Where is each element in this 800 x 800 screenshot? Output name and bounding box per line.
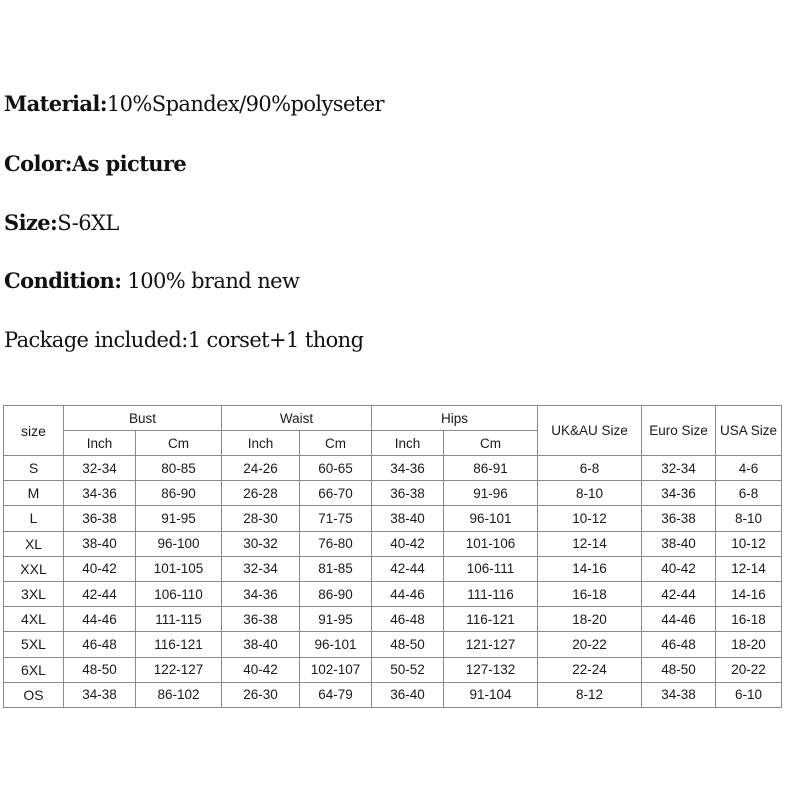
spec-value: 1 corset+1 thong [187, 328, 364, 352]
spec-value: As picture [71, 151, 187, 176]
cell-usa-size: 14-16 [716, 581, 782, 606]
spec-label: Size: [4, 210, 58, 235]
cell-uk-au-size: 12-14 [538, 531, 642, 556]
cell-size: XL [4, 531, 64, 556]
cell-usa-size: 12-14 [716, 556, 782, 581]
table-row [4, 456, 782, 481]
cell-waist-cm: 71-75 [300, 506, 372, 531]
cell-euro-size: 42-44 [642, 581, 716, 606]
cell-waist-cm: 66-70 [300, 481, 372, 506]
cell-usa-size: 18-20 [716, 632, 782, 657]
cell-euro-size: 36-38 [642, 506, 716, 531]
table-row [4, 506, 782, 531]
cell-uk-au-size: 8-12 [538, 682, 642, 707]
cell-waist-inch: 24-26 [222, 456, 300, 481]
cell-usa-size: 6-10 [716, 682, 782, 707]
table-row [4, 481, 782, 506]
spec-value: S-6XL [57, 211, 119, 235]
size-chart-table [3, 405, 782, 708]
cell-bust-inch: 38-40 [64, 531, 136, 556]
cell-usa-size: 8-10 [716, 506, 782, 531]
cell-waist-cm: 96-101 [300, 632, 372, 657]
cell-waist-inch: 34-36 [222, 581, 300, 606]
cell-bust-cm: 96-100 [136, 531, 222, 556]
cell-bust-inch: 40-42 [64, 556, 136, 581]
cell-hips-cm: 111-116 [444, 581, 538, 606]
cell-bust-cm: 101-105 [136, 556, 222, 581]
cell-hips-inch: 46-48 [372, 607, 444, 632]
cell-hips-inch: 42-44 [372, 556, 444, 581]
table-row [4, 657, 782, 682]
cell-hips-inch: 50-52 [372, 657, 444, 682]
cell-waist-cm: 64-79 [300, 682, 372, 707]
cell-hips-cm: 101-106 [444, 531, 538, 556]
cell-hips-cm: 96-101 [444, 506, 538, 531]
cell-usa-size: 10-12 [716, 531, 782, 556]
group-header-waist: Waist [222, 406, 372, 431]
cell-waist-inch: 40-42 [222, 657, 300, 682]
cell-bust-cm: 122-127 [136, 657, 222, 682]
cell-hips-inch: 34-36 [372, 456, 444, 481]
table-row [4, 556, 782, 581]
cell-hips-cm: 106-111 [444, 556, 538, 581]
cell-hips-cm: 127-132 [444, 657, 538, 682]
subheader-hips-cm: Cm [444, 431, 538, 456]
cell-uk-au-size: 10-12 [538, 506, 642, 531]
cell-hips-inch: 44-46 [372, 581, 444, 606]
cell-waist-cm: 76-80 [300, 531, 372, 556]
cell-bust-inch: 32-34 [64, 456, 136, 481]
cell-waist-inch: 38-40 [222, 632, 300, 657]
cell-bust-cm: 111-115 [136, 607, 222, 632]
uk-au-size-header: UK&AU Size [538, 406, 642, 456]
cell-size: 3XL [4, 581, 64, 606]
spec-value: 10%Spandex/90%polyseter [106, 92, 384, 116]
spec-label: Package included: [4, 328, 188, 352]
cell-bust-cm: 86-102 [136, 682, 222, 707]
table-row [4, 607, 782, 632]
cell-bust-inch: 48-50 [64, 657, 136, 682]
subheader-hips-inch: Inch [372, 431, 444, 456]
cell-euro-size: 34-36 [642, 481, 716, 506]
cell-waist-cm: 91-95 [300, 607, 372, 632]
cell-bust-inch: 44-46 [64, 607, 136, 632]
usa-size-header: USA Size [716, 406, 782, 456]
cell-size: M [4, 481, 64, 506]
cell-waist-cm: 81-85 [300, 556, 372, 581]
spec-color [4, 151, 186, 177]
cell-usa-size: 16-18 [716, 607, 782, 632]
cell-bust-cm: 106-110 [136, 581, 222, 606]
euro-size-header: Euro Size [642, 406, 716, 456]
subheader-bust-inch: Inch [64, 431, 136, 456]
cell-waist-cm: 60-65 [300, 456, 372, 481]
cell-uk-au-size: 6-8 [538, 456, 642, 481]
spec-package [4, 327, 363, 353]
cell-uk-au-size: 8-10 [538, 481, 642, 506]
cell-size: L [4, 506, 64, 531]
cell-bust-cm: 80-85 [136, 456, 222, 481]
cell-bust-inch: 36-38 [64, 506, 136, 531]
cell-size: XXL [4, 556, 64, 581]
cell-euro-size: 44-46 [642, 607, 716, 632]
cell-hips-cm: 91-96 [444, 481, 538, 506]
group-header-hips: Hips [372, 406, 538, 431]
table-row [4, 581, 782, 606]
cell-uk-au-size: 18-20 [538, 607, 642, 632]
size-table-body [4, 456, 782, 708]
cell-euro-size: 48-50 [642, 657, 716, 682]
cell-bust-inch: 34-36 [64, 481, 136, 506]
group-header-bust: Bust [64, 406, 222, 431]
size-header: size [4, 406, 64, 456]
cell-bust-cm: 116-121 [136, 632, 222, 657]
subheader-bust-cm: Cm [136, 431, 222, 456]
cell-hips-cm: 116-121 [444, 607, 538, 632]
cell-waist-cm: 102-107 [300, 657, 372, 682]
spec-value: 100% brand new [121, 269, 300, 293]
spec-size [4, 210, 119, 236]
cell-size: S [4, 456, 64, 481]
table-row [4, 531, 782, 556]
cell-bust-inch: 34-38 [64, 682, 136, 707]
cell-hips-inch: 38-40 [372, 506, 444, 531]
cell-euro-size: 40-42 [642, 556, 716, 581]
cell-hips-cm: 86-91 [444, 456, 538, 481]
cell-euro-size: 46-48 [642, 632, 716, 657]
cell-waist-cm: 86-90 [300, 581, 372, 606]
spec-label: Material: [4, 91, 107, 116]
cell-size: 4XL [4, 607, 64, 632]
cell-bust-inch: 46-48 [64, 632, 136, 657]
cell-waist-inch: 36-38 [222, 607, 300, 632]
cell-bust-inch: 42-44 [64, 581, 136, 606]
cell-usa-size: 20-22 [716, 657, 782, 682]
cell-euro-size: 34-38 [642, 682, 716, 707]
cell-uk-au-size: 22-24 [538, 657, 642, 682]
table-row [4, 682, 782, 707]
cell-usa-size: 6-8 [716, 481, 782, 506]
cell-hips-inch: 48-50 [372, 632, 444, 657]
cell-uk-au-size: 16-18 [538, 581, 642, 606]
cell-uk-au-size: 20-22 [538, 632, 642, 657]
cell-hips-cm: 121-127 [444, 632, 538, 657]
cell-waist-inch: 32-34 [222, 556, 300, 581]
cell-hips-inch: 36-40 [372, 682, 444, 707]
table-row [4, 632, 782, 657]
cell-usa-size: 4-6 [716, 456, 782, 481]
cell-size: 6XL [4, 657, 64, 682]
cell-waist-inch: 28-30 [222, 506, 300, 531]
cell-hips-cm: 91-104 [444, 682, 538, 707]
cell-waist-inch: 26-28 [222, 481, 300, 506]
cell-euro-size: 38-40 [642, 531, 716, 556]
cell-waist-inch: 26-30 [222, 682, 300, 707]
cell-waist-inch: 30-32 [222, 531, 300, 556]
spec-label: Condition: [4, 268, 122, 293]
cell-uk-au-size: 14-16 [538, 556, 642, 581]
cell-bust-cm: 91-95 [136, 506, 222, 531]
subheader-waist-inch: Inch [222, 431, 300, 456]
spec-label: Color: [4, 151, 72, 176]
cell-size: 5XL [4, 632, 64, 657]
cell-hips-inch: 40-42 [372, 531, 444, 556]
cell-bust-cm: 86-90 [136, 481, 222, 506]
spec-material [4, 91, 384, 117]
spec-condition [4, 268, 299, 294]
subheader-waist-cm: Cm [300, 431, 372, 456]
table-header-row [4, 406, 782, 431]
cell-euro-size: 32-34 [642, 456, 716, 481]
cell-size: OS [4, 682, 64, 707]
cell-hips-inch: 36-38 [372, 481, 444, 506]
